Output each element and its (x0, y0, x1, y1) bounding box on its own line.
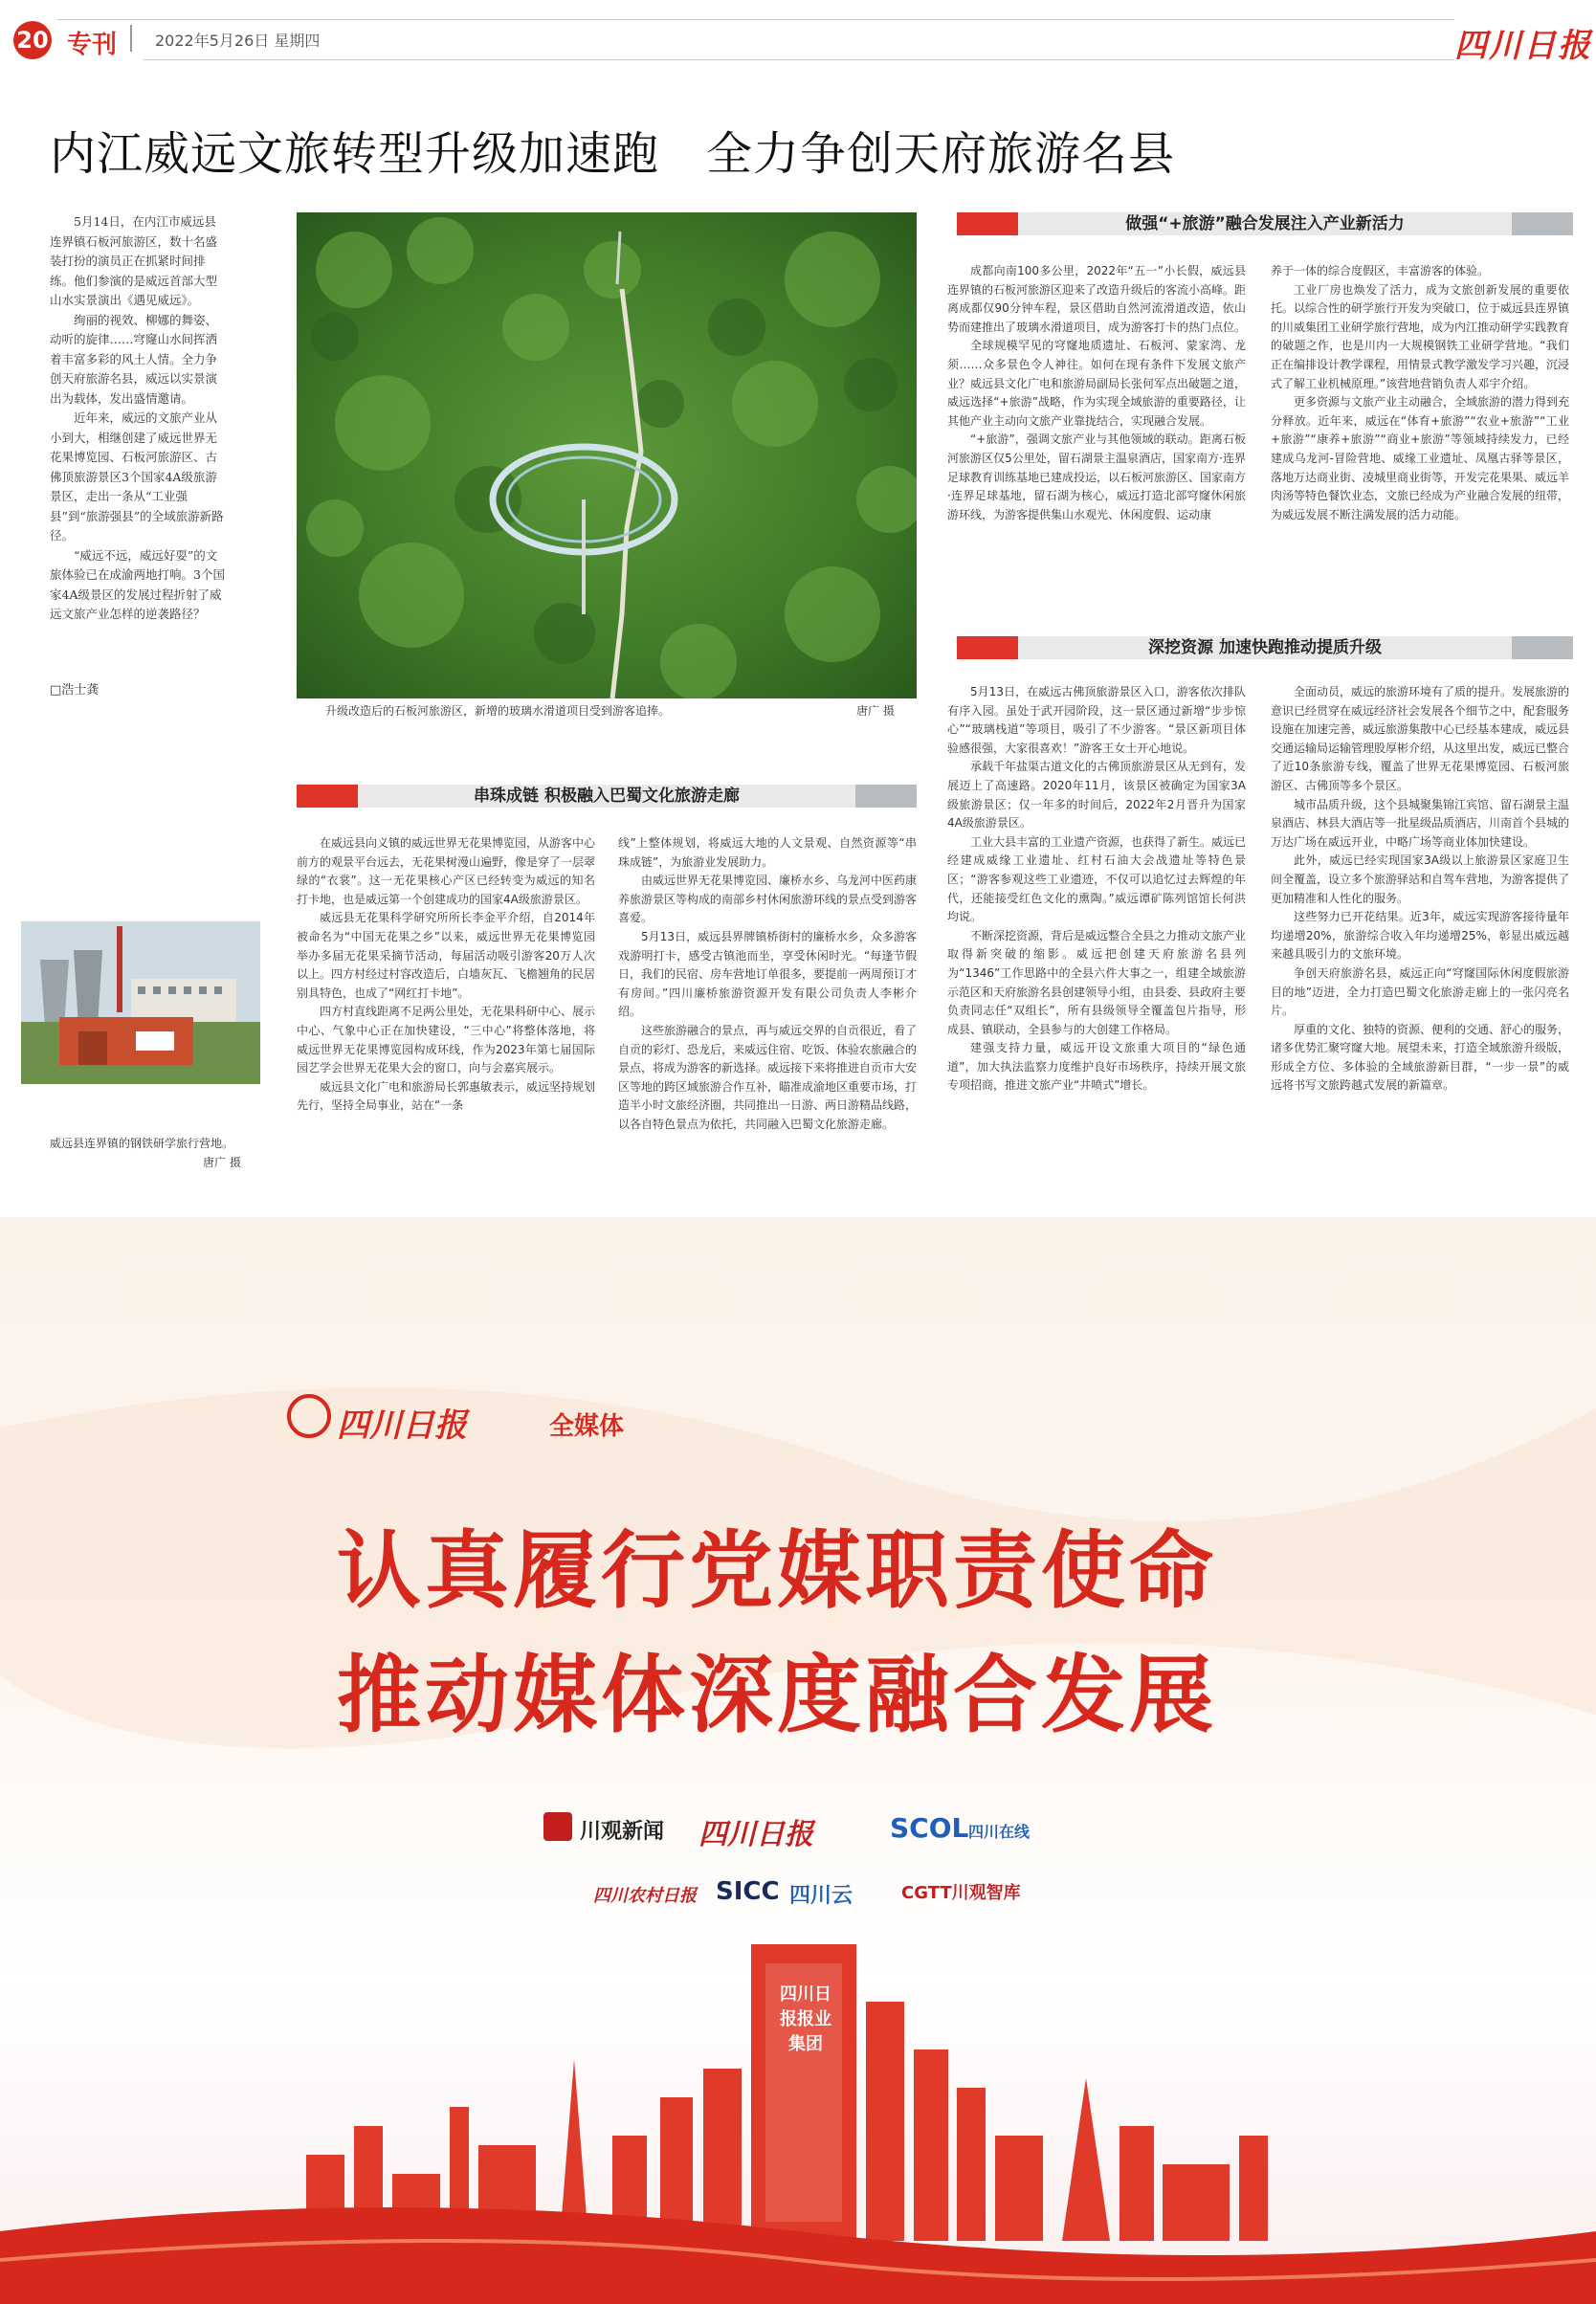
partner-sichuan-online: 四川在线 (968, 1823, 1031, 1841)
forest-illustration (297, 212, 917, 698)
lead-column (50, 212, 227, 662)
body-paragraph: 由威远世界无花果博览园、廉桥水乡、乌龙河中医药康养旅游景区等构成的南部乡村休闲旅游环线的景点受到游客喜爱。 (618, 874, 917, 925)
section2-column-2 (618, 834, 917, 1174)
section3-column-2 (1271, 683, 1569, 1171)
issue-date: 2022年5月26日 星期四 (155, 32, 321, 50)
main-headline: 内江威远文旅转型升级加速跑 全力争创天府旅游名县 (50, 127, 1176, 181)
partner-sichuan-daily: 四川日报 (698, 1818, 813, 1851)
body-paragraph: “+旅游”，强调文旅产业与其他领域的联动。距离石板河旅游区仅5公里处，留石湖景主温泉酒店，国家南方·连界足球教育训练基地已建成投运，以石板河旅游区、国家南方·连界足球基地，留石湖为核心，威远打造北部穹窿休闲旅游环线，为游客提供集山水观光、休闲度假、运动康 (947, 432, 1246, 521)
body-paragraph: 厚重的文化、独特的资源、便利的交通、舒心的服务，诸多优势汇聚穹窿大地。展望未来，打造全域旅游升级版，形成全方位、多体验的全域旅游新目群，“一步一景”的威远将书写文旅跨越式发展的新篇章。 (1271, 1022, 1569, 1093)
section-name: 专刊 (67, 31, 118, 59)
header-bottom-rule (144, 59, 1454, 60)
factory-illustration (21, 921, 260, 1084)
body-paragraph: 5月13日，威远县界牌镇桥街村的廉桥水乡，众多游客戏游明打卡，感受古镇池而坐，享受休闲时光。“每逢节假日，我们的民宿、房车营地订单很多，要提前一两周预订才有房间。”四川廉桥旅游资源开发有限公司负责人李彬介绍。 (618, 929, 917, 1019)
section3-column-1 (947, 683, 1246, 1171)
photo1-credit: 唐广 摄 (856, 704, 895, 718)
steel-camp-photo (21, 921, 260, 1084)
header-divider (130, 25, 132, 52)
section2-column-1 (297, 834, 595, 1174)
section-heading-deep-resources (957, 636, 1573, 659)
section-title: 做强“+旅游”融合发展注入产业新活力 (1125, 214, 1405, 233)
body-paragraph: 这些旅游融合的景点，再与威远交界的自贡很近，看了自贡的彩灯、恐龙后，来威远住宿、吃饭、体验农旅融合的景点，将成为游客的新选择。威远接下来将推进自贡市大安区等地的跨区域旅游合作互补，瞄准成渝地区重要市场，打造半小时文旅经济圈，共同推出一日游、两日游精品线路，以各自特色景点为依托，共同融入巴蜀文化旅游走廊。 (618, 1023, 917, 1131)
section1-column-1 (947, 262, 1246, 602)
page-header (0, 0, 1596, 67)
header-top-rule (57, 19, 1454, 20)
photo1-caption: 升级改造后的石板河旅游区，新增的玻璃水滑道项目受到游客追捧。 (325, 704, 671, 718)
body-paragraph: 这些努力已开花结果。近3年，威远实现游客接待量年均递增20%，旅游综合收入年均递增25%，彰显出威远越来越具吸引力的文旅环境。 (1271, 910, 1569, 962)
body-paragraph: 5月13日，在威远古佛顶旅游景区入口，游客依次排队有序入园。虽处于武开园阶段，这一景区通过新增“步步惊心”“玻璃栈道”等项目，吸引了不少游客。“景区新项目体验感很强，大家很喜欢！”游客王女士开心地说。 (947, 685, 1246, 755)
ad-title-line-2: 推动媒体深度融合发展 (337, 1646, 1218, 1744)
body-paragraph: 在威远县向义镇的威远世界无花果博览园，从游客中心前方的观景平台远去，无花果树漫山遍野，像是穿了一层翠绿的“衣裳”。这一无花果核心产区已经转变为威远的知名打卡地，也是威远第一个创建成功的国家4A级旅游景区。 (297, 836, 595, 906)
ad-title-line-1: 认真履行党媒职责使命 (337, 1521, 1218, 1620)
body-paragraph: 工业厂房也焕发了活力，成为文旅创新发展的重要依托。以综合性的研学旅行开发为突破口，位于威远县连界镇的川威集团工业研学旅行营地，成为内江推动研学实践教育的破题之作，也是川内一大规模钢铁工业研学营地。“我们正在编排设计教学课程，用情景式教学激发学习兴趣，沉浸式了解工业机械原理。”该营地营销负责人邓宇介绍。 (1271, 282, 1569, 390)
ad-logo-emblem (287, 1394, 331, 1438)
body-paragraph: 全面动员，威远的旅游环境有了质的提升。发展旅游的意识已经贯穿在威远经济社会发展各个细节之中，配套服务设施在加速完善，威远旅游集散中心已经基本建成，威远县交通运输局运输管理股厚彬介绍，从这里出发，威远已整合了近10条旅游专线，覆盖了世界无花果博览园、石板河旅游区、古佛顶等多个景区。 (1271, 685, 1569, 792)
advertisement-banner (0, 1217, 1596, 2304)
body-paragraph: 争创天府旅游名县，威远正向“穹窿国际休闲度假旅游目的地”迈进，全力打造巴蜀文化旅游走廊上的一张闪亮名片。 (1271, 965, 1569, 1018)
section1-column-2 (1271, 262, 1569, 602)
building-sign: 四川日报报业集团 (780, 1984, 831, 2054)
body-paragraph: 四方村直线距离不足两公里处，无花果科研中心、展示中心、气象中心正在加快建设，“三中心”将整体落地，将威远世界无花果博览园构成环线，作为2023年第七届国际园艺学会世界无花果大会的窗口，向与会嘉宾展示。 (297, 1005, 595, 1075)
section-heading-string-pearls (297, 785, 917, 808)
body-paragraph: 更多资源与文旅产业主动融合，全域旅游的潜力得到充分释放。近年来，威远在“体育+旅游”“农业+旅游”“工业+旅游”“康养+旅游”“商业+旅游”等领域持续发力，已经建成乌龙河-冒险营地、威缘工业遗址、凤凰古驿等景区，落地万达商业街、凌城里商业街等，开发完花果果、威远羊肉汤等特色餐饮业态，文旅已经成为产业融合发展的纽带，为威远发展不断注满发展的活力动能。 (1271, 395, 1569, 521)
body-paragraph: 线”上整体规划，将威远大地的人文景观、自然资源等“串珠成链”，为旅游业发展助力。 (618, 836, 917, 869)
partner-sicc: SICC (716, 1877, 780, 1906)
body-paragraph: 全球规模罕见的穹窿地质遗址、石板河、蒙家湾、龙须……众多景色令人神往。如何在现有条件下发展文旅产业？威远县文化广电和旅游局副局长张何军点出破题之道，威远选择“+旅游”战略，作为实现全域旅游的重要路径，让其他产业主动向文旅产业靠拢结合，实现融合发展。 (947, 339, 1246, 428)
section-title: 深挖资源 加速快跑推动提质升级 (1148, 638, 1382, 657)
aerial-photo-glass-slide (297, 212, 917, 698)
partner-cgtt: CGTT川观智库 (901, 1883, 1021, 1903)
partner-rural-daily: 四川农村日报 (593, 1886, 697, 1906)
lead-paragraph: 绚丽的视效、柳娜的舞姿、动听的旋律……穹窿山水间挥洒着丰富多彩的风土人情。全力争创天府旅游名县，威远以实景演出为载体，发出盛情邀请。 (50, 312, 218, 406)
lead-paragraph: 近年来，威远的文旅产业从小到大，相继创建了威远世界无花果博览园、石板河旅游区、古佛顶旅游景区3个国家4A级旅游景区，走出一条从“工业强县”到“旅游强县”的全域旅游新路径。 (50, 410, 224, 543)
body-paragraph: 此外，威远已经实现国家3A级以上旅游景区家庭卫生间全覆盖，设立多个旅游驿站和自驾车营地，为游客提供了更加精准和人性化的服务。 (1271, 853, 1569, 905)
ad-logo-subtitle: 全媒体 (549, 1412, 625, 1441)
section-title: 串珠成链 积极融入巴蜀文化旅游走廊 (474, 786, 740, 806)
body-paragraph: 威远县无花果科学研究所所长李金平介绍，自2014年被命名为“中国无花果之乡”以来，威远世界无花果博览园举办多届无花果采摘节活动，每届活动吸引游客20万人次以上。四方村经过村容改造后，白墙灰瓦、飞檐翘角的民居别具特色，也成了“网红打卡地”。 (297, 911, 595, 1000)
body-paragraph: 不断深挖资源，背后是威远整合全县之力推动文旅产业取得新突破的缩影。威远把创建天府旅游名县列为“1346”工作思路中的全县六件大事之一，组建全域旅游示范区和天府旅游名县创建领导小组，由县委、县政府主要负责同志任“双组长”，所有县级领导全覆盖包片指导，形成县、镇联动，全县参与的大创建工作格局。 (947, 928, 1246, 1036)
masthead-logo: 四川日报 (1454, 27, 1592, 65)
byline: □浩士龚 (50, 683, 100, 698)
partner-sichuan-cloud: 四川云 (789, 1884, 853, 1908)
ad-logo-text: 四川日报 (337, 1407, 467, 1445)
body-paragraph: 建强支持力量，威远开设文旅重大项目的“绿色通道”，加大执法监察力度维护良好市场秩序，持续开展文旅专项招商，推进文旅产业“井喷式”增长。 (947, 1041, 1246, 1093)
body-paragraph: 承载千年盐渠古道文化的古佛顶旅游景区从无到有，发展迈上了高速路。2020年11月，该景区被确定为国家3A级旅游景区；仅一年多的时间后，2022年2月晋升为国家4A级旅游景区。 (947, 760, 1246, 831)
body-paragraph: 城市品质升级，这个县城聚集锦江宾馆、留石湖景主温泉酒店、林县大酒店等一批星级品质酒店，川南首个县城的万达广场在威远开业，中略广场等商业体加快建设。 (1271, 797, 1569, 849)
section-heading-plus-tourism (957, 212, 1573, 235)
photo2-caption: 威远县连界镇的钢铁研学旅行营地。 (50, 1137, 234, 1150)
photo2-credit: 唐广 摄 (203, 1156, 241, 1169)
partner-chuanguan: 川观新闻 (580, 1820, 665, 1844)
body-paragraph: 威远县文化广电和旅游局长郭惠敏表示，威远坚持规划先行，坚持全局事业，站在“一条 (297, 1079, 595, 1113)
lead-paragraph: “威远不远，威远好耍”的文旅体验已在成渝两地打响。3个国家4A级景区的发展过程折射了威远文旅产业怎样的逆袭路径？ (50, 547, 225, 621)
body-paragraph: 成都向南100多公里，2022年“五一”小长假，威远县连界镇的石板河旅游区迎来了改造升级后的客流小高峰。距离成都仅90分钟车程，景区借助自然河流滑道改造，依山势而建推出了玻璃水滑道项目，成为游客打卡的热门点位。 (947, 264, 1246, 334)
body-paragraph: 工业大县丰富的工业遗产资源，也获得了新生。威远已经建成威缘工业遗址、红村石油大会战遗址等特色景区；“游客参观这些工业遗迹，不仅可以追忆过去辉煌的年代，还能接受红色文化的熏陶。”威远谭矿陈列馆馆长何洪均说。 (947, 834, 1246, 924)
page-number-badge: 20 (13, 21, 52, 59)
lead-paragraph: 5月14日，在内江市威远县连界镇石板河旅游区，数十名盛装打扮的演员正在抓紧时间排练。他们参演的是威远首部大型山水实景演出《遇见威远》。 (50, 214, 218, 307)
chuanguan-icon (543, 1812, 572, 1841)
body-paragraph: 养于一体的综合度假区，丰富游客的体验。 (1271, 264, 1490, 277)
partner-scol: SCOL (890, 1812, 969, 1844)
